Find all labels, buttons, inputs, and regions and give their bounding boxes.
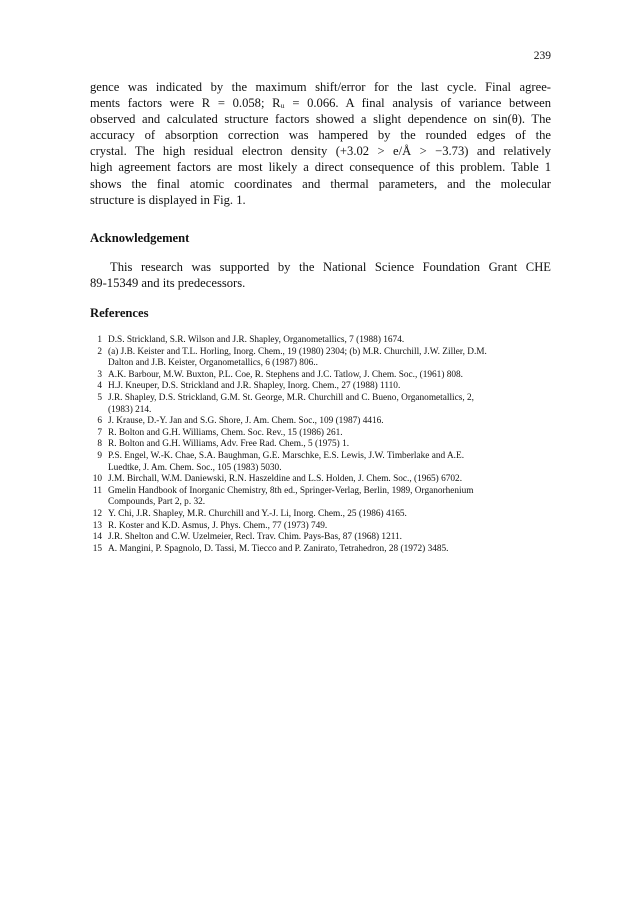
reference-text: A.K. Barbour, M.W. Buxton, P.L. Coe, R. Stephens and J.C. Tatlow, J. Chem. Soc., (1961) 808. bbox=[108, 369, 464, 380]
body-line: shows the final atomic coordinates and thermal parameters, and the molecular bbox=[90, 176, 551, 191]
reference-number: 3 bbox=[97, 369, 102, 380]
reference-number: 14 bbox=[92, 532, 102, 543]
reference-item bbox=[90, 335, 560, 347]
reference-text: D.S. Strickland, S.R. Wilson and J.R. Shapley, Organometallics, 7 (1988) 1674. bbox=[108, 335, 405, 345]
reference-item bbox=[90, 509, 560, 521]
body-line: crystal. The high residual electron density (+3.02 > e/Å > −3.73) and relatively bbox=[90, 144, 551, 159]
reference-item bbox=[90, 486, 560, 509]
reference-text: H.J. Kneuper, D.S. Strickland and J.R. Shapley, Inorg. Chem., 27 (1988) 1110. bbox=[108, 381, 401, 392]
reference-number: 15 bbox=[92, 543, 102, 554]
reference-text: R. Bolton and G.H. Williams, Adv. Free Rad. Chem., 5 (1975) 1. bbox=[108, 439, 350, 450]
reference-text: J.R. Shelton and C.W. Uzelmeier, Recl. Trav. Chim. Pays-Bas, 87 (1968) 1211. bbox=[108, 532, 403, 543]
reference-text: (1983) 214. bbox=[108, 404, 152, 415]
reference-number: 6 bbox=[97, 416, 102, 427]
acknowledgement-heading: Acknowledgement bbox=[90, 231, 190, 245]
reference-item bbox=[90, 544, 560, 556]
body-line: ments factors were R = 0.058; Rᵤ = 0.066. A final analysis of variance between bbox=[90, 96, 551, 111]
reference-number: 5 bbox=[97, 392, 102, 403]
reference-number: 4 bbox=[97, 381, 102, 392]
reference-item bbox=[90, 474, 560, 486]
reference-item bbox=[90, 532, 560, 544]
reference-item bbox=[90, 393, 560, 416]
reference-item bbox=[90, 439, 560, 451]
reference-text: Dalton and J.B. Keister, Organometallics, 6 (1987) 806.. bbox=[108, 358, 318, 369]
reference-number: 7 bbox=[97, 427, 102, 438]
reference-text: R. Koster and K.D. Asmus, J. Phys. Chem., 77 (1973) 749. bbox=[108, 520, 328, 531]
reference-item bbox=[90, 451, 560, 474]
references-heading: References bbox=[90, 306, 149, 320]
reference-text: P.S. Engel, W.-K. Chae, S.A. Baughman, G.E. Marschke, E.S. Lewis, J.W. Timberlake and A.E. bbox=[108, 450, 465, 461]
reference-text: Compounds, Part 2, p. 32. bbox=[108, 497, 206, 508]
reference-item bbox=[90, 521, 560, 533]
reference-item bbox=[90, 428, 560, 440]
body-paragraph bbox=[90, 79, 551, 208]
acknowledgement-paragraph bbox=[90, 259, 551, 291]
reference-text: Gmelin Handbook of Inorganic Chemistry, 8th ed., Springer-Verlag, Berlin, 1989, Organorhenium bbox=[108, 485, 474, 496]
reference-number: 13 bbox=[92, 520, 102, 531]
reference-number: 12 bbox=[92, 508, 102, 519]
reference-item bbox=[90, 381, 560, 393]
acknowledgement-line: 89-15349 and its predecessors. bbox=[90, 276, 246, 291]
reference-number: 9 bbox=[97, 450, 102, 461]
reference-text: A. Mangini, P. Spagnolo, D. Tassi, M. Tiecco and P. Zanirato, Tetrahedron, 28 (1972) 3485. bbox=[108, 543, 449, 554]
body-line: observed and calculated structure factors showed a slight dependence on sin(θ). The bbox=[90, 112, 551, 127]
reference-text: R. Bolton and G.H. Williams, Chem. Soc. Rev., 15 (1986) 261. bbox=[108, 427, 343, 438]
reference-number: 11 bbox=[93, 485, 102, 496]
reference-text: J.R. Shapley, D.S. Strickland, G.M. St. George, M.R. Churchill and C. Bueno, Organometallics, 2, bbox=[108, 392, 474, 403]
reference-text: J.M. Birchall, W.M. Daniewski, R.N. Haszeldine and L.S. Holden, J. Chem. Soc., (1965) 6702. bbox=[108, 474, 463, 485]
body-line: gence was indicated by the maximum shift/error for the last cycle. Final agree- bbox=[90, 80, 551, 94]
reference-text: Y. Chi, J.R. Shapley, M.R. Churchill and Y.-J. Li, Inorg. Chem., 25 (1986) 4165. bbox=[108, 508, 407, 519]
reference-text: J. Krause, D.-Y. Jan and S.G. Shore, J. Am. Chem. Soc., 109 (1987) 4416. bbox=[108, 416, 384, 427]
reference-number: 8 bbox=[97, 439, 102, 450]
reference-number: 10 bbox=[92, 474, 102, 485]
reference-number: 2 bbox=[97, 346, 102, 357]
acknowledgement-line: This research was supported by the National Science Foundation Grant CHE bbox=[110, 260, 551, 274]
reference-item bbox=[90, 370, 560, 382]
reference-text: (a) J.B. Keister and T.L. Horling, Inorg. Chem., 19 (1980) 2304; (b) M.R. Churchill, J.W. Ziller, D.M. bbox=[108, 346, 487, 357]
reference-number: 1 bbox=[97, 335, 102, 345]
body-line: high agreement factors are most likely a direct consequence of this problem. Table 1 bbox=[90, 160, 551, 175]
reference-item bbox=[90, 416, 560, 428]
body-line: accuracy of absorption correction was hampered by the rounded edges of the bbox=[90, 128, 551, 143]
reference-list bbox=[90, 335, 560, 555]
reference-item bbox=[90, 347, 560, 370]
reference-text: Luedtke, J. Am. Chem. Soc., 105 (1983) 5030. bbox=[108, 462, 282, 473]
page-number: 239 bbox=[533, 50, 551, 62]
body-line: structure is displayed in Fig. 1. bbox=[90, 192, 246, 207]
